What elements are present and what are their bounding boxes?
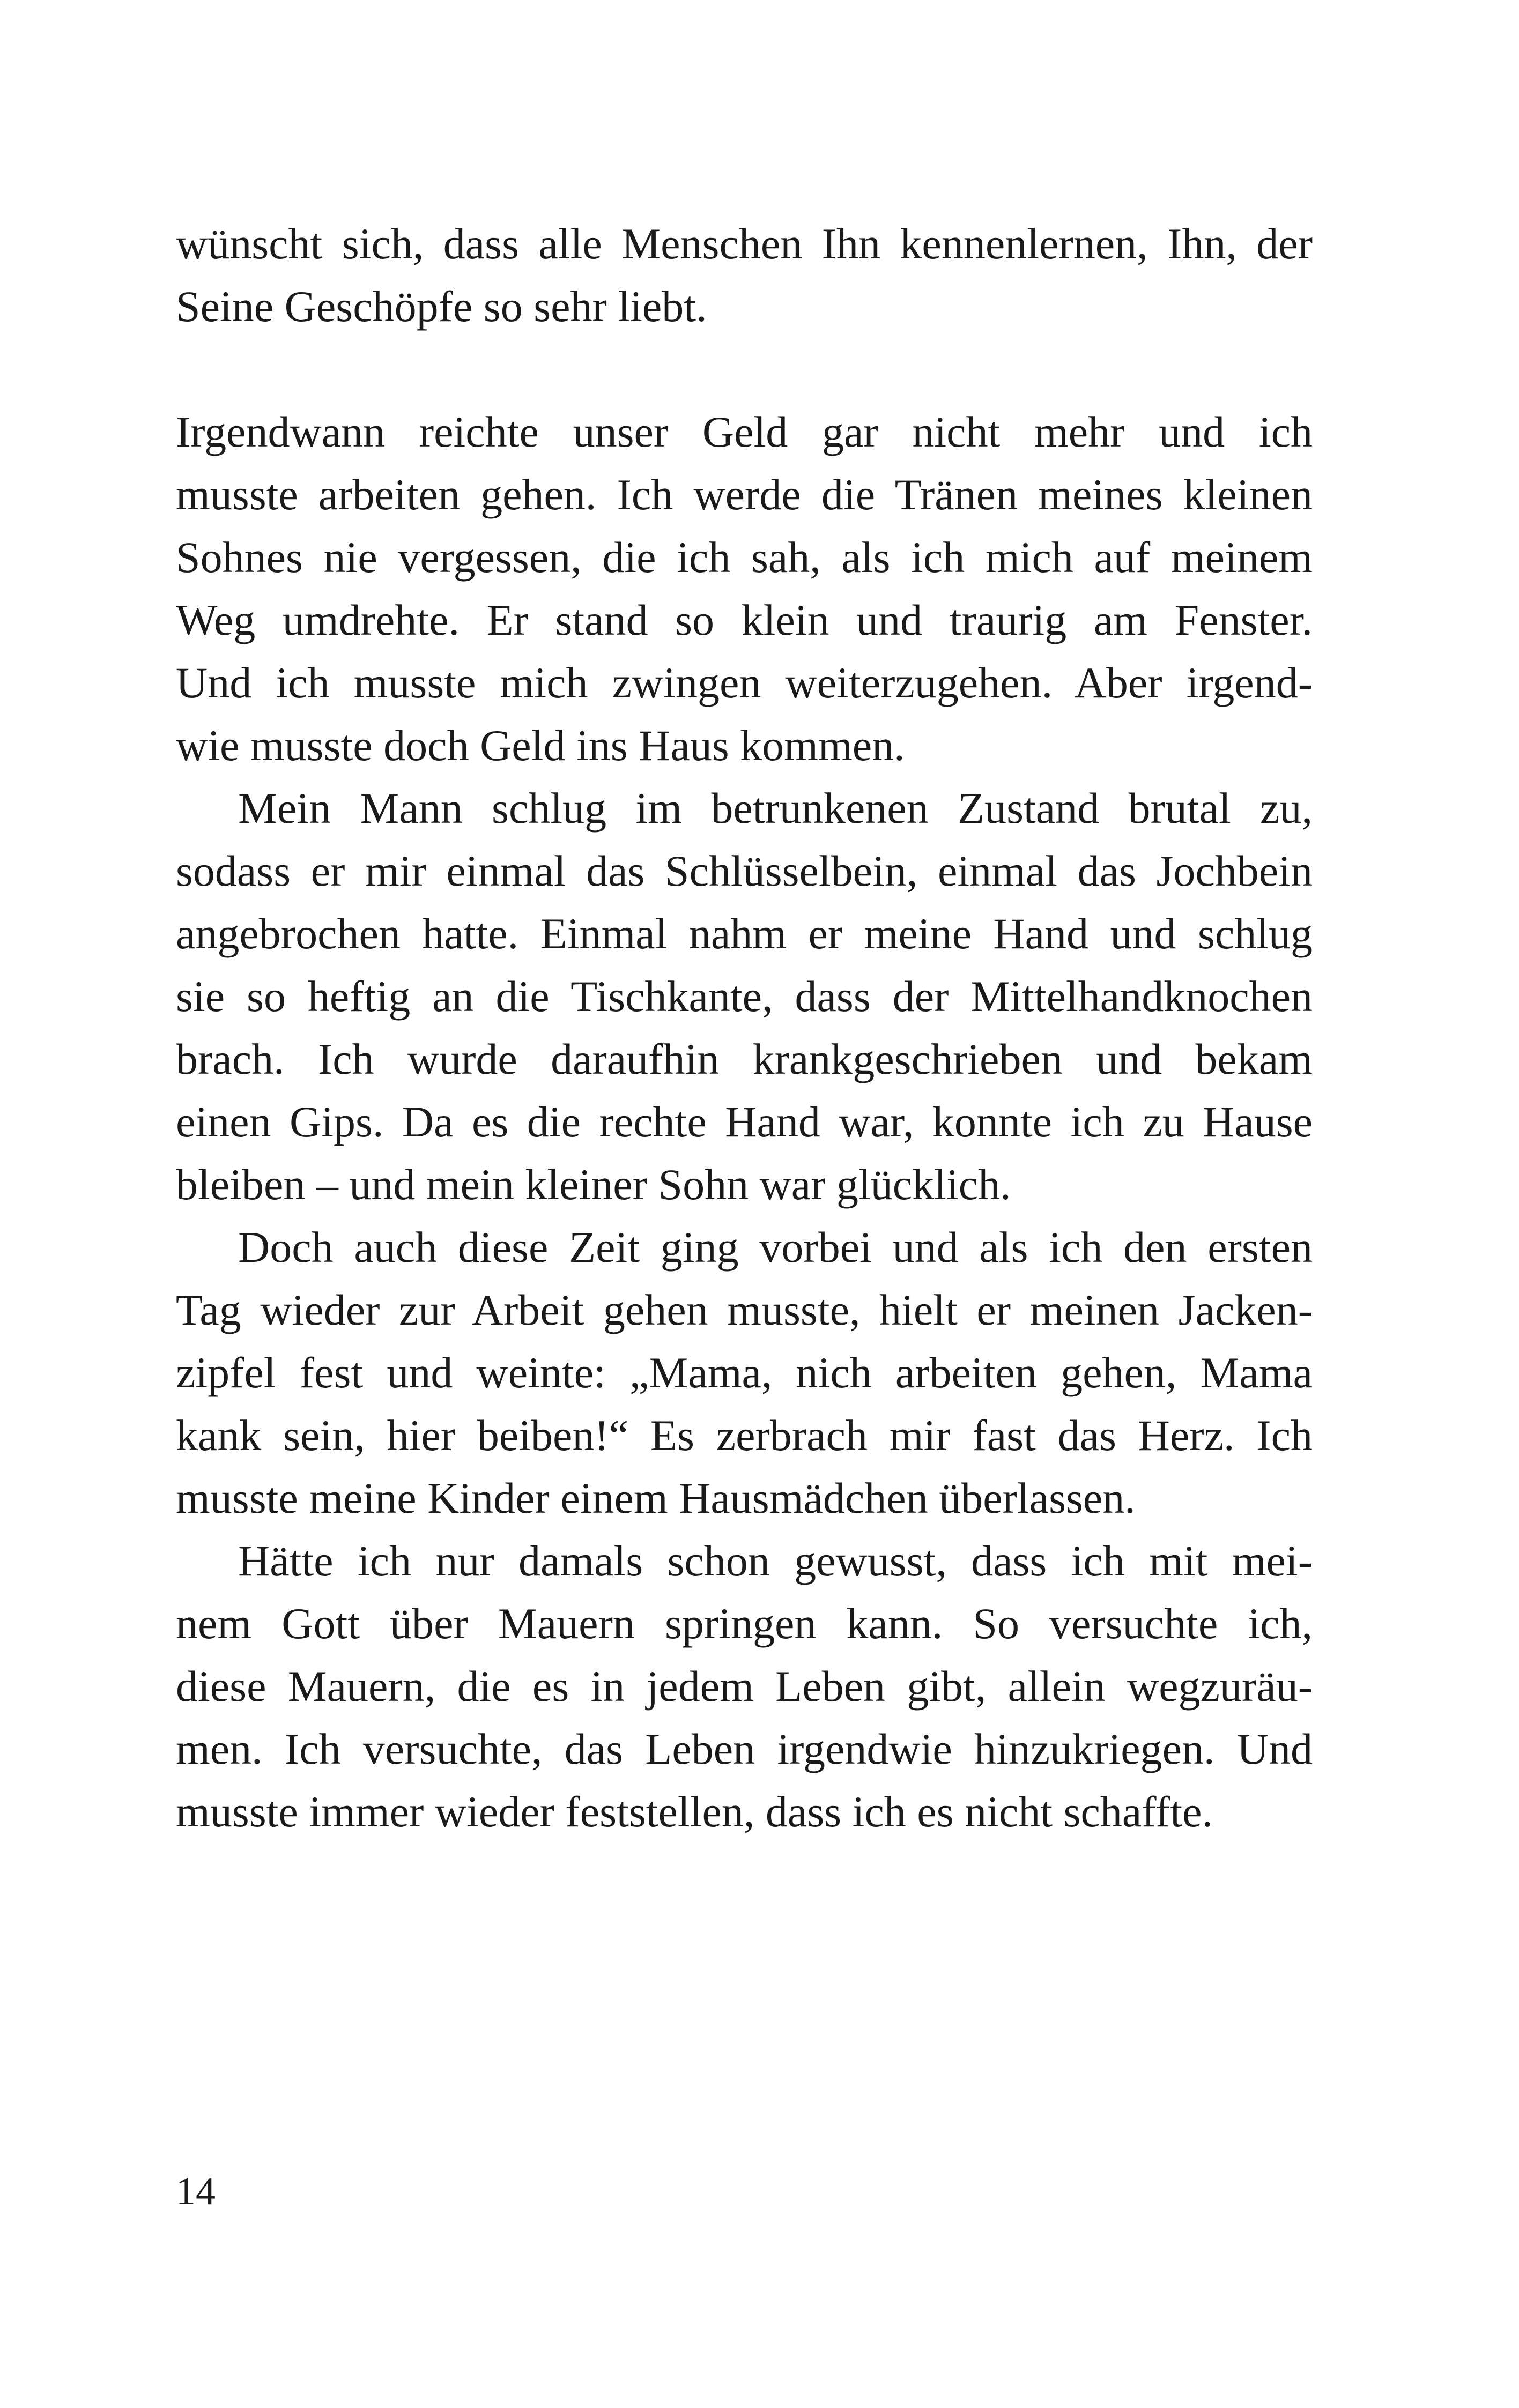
text-line: Tag wieder zur Arbeit gehen musste, hielt er meinen Jacken- <box>176 1285 1313 1334</box>
paragraph-1 <box>176 212 1313 338</box>
paragraph-2 <box>176 400 1313 777</box>
text-line: Und ich musste mich zwingen weiterzugehen. Aber irgend- <box>176 658 1313 707</box>
text-line: nem Gott über Mauern springen kann. So versuchte ich, <box>176 1599 1313 1648</box>
text-line: Seine Geschöpfe so sehr liebt. <box>176 282 707 331</box>
text-line: wünscht sich, dass alle Menschen Ihn kennenlernen, Ihn, der <box>176 219 1313 268</box>
text-line: sie so heftig an die Tischkante, dass der Mittelhandknochen <box>176 972 1313 1021</box>
text-line: brach. Ich wurde daraufhin krankgeschrieben und bekam <box>176 1035 1313 1083</box>
page-number: 14 <box>176 2169 216 2213</box>
text-line: bleiben – und mein kleiner Sohn war glücklich. <box>176 1160 1011 1209</box>
text-line: zipfel fest und weinte: „Mama, nich arbeiten gehen, Mama <box>176 1348 1313 1397</box>
text-line: Sohnes nie vergessen, die ich sah, als ich mich auf meinem <box>176 533 1313 582</box>
section-break <box>176 338 1313 400</box>
text-line: Irgendwann reichte unser Geld gar nicht mehr und ich <box>176 407 1313 456</box>
paragraph-3 <box>176 777 1313 1216</box>
text-line: sodass er mir einmal das Schlüsselbein, einmal das Jochbein <box>176 846 1313 895</box>
text-line: musste immer wieder feststellen, dass ich es nicht schaffte. <box>176 1787 1213 1836</box>
text-line: einen Gips. Da es die rechte Hand war, konnte ich zu Hause <box>176 1097 1313 1146</box>
text-line: men. Ich versuchte, das Leben irgendwie hinzukriegen. Und <box>176 1725 1313 1773</box>
text-line: musste meine Kinder einem Hausmädchen überlassen. <box>176 1474 1136 1522</box>
text-line: Weg umdrehte. Er stand so klein und traurig am Fenster. <box>176 596 1313 644</box>
text-line: Mein Mann schlug im betrunkenen Zustand brutal zu, <box>238 784 1313 833</box>
text-line: Doch auch diese Zeit ging vorbei und als ich den ersten <box>238 1223 1313 1272</box>
text-line: diese Mauern, die es in jedem Leben gibt, allein wegzuräu- <box>176 1662 1313 1711</box>
paragraph-5 <box>176 1529 1313 1843</box>
body-text <box>176 212 1313 1843</box>
text-line: kank sein, hier beiben!“ Es zerbrach mir fast das Herz. Ich <box>176 1411 1313 1460</box>
text-line: Hätte ich nur damals schon gewusst, dass ich mit mei- <box>238 1536 1313 1585</box>
paragraph-4 <box>176 1216 1313 1529</box>
text-line: angebrochen hatte. Einmal nahm er meine Hand und schlug <box>176 909 1313 958</box>
text-line: musste arbeiten gehen. Ich werde die Tränen meines kleinen <box>176 470 1313 519</box>
text-line: wie musste doch Geld ins Haus kommen. <box>176 721 905 770</box>
